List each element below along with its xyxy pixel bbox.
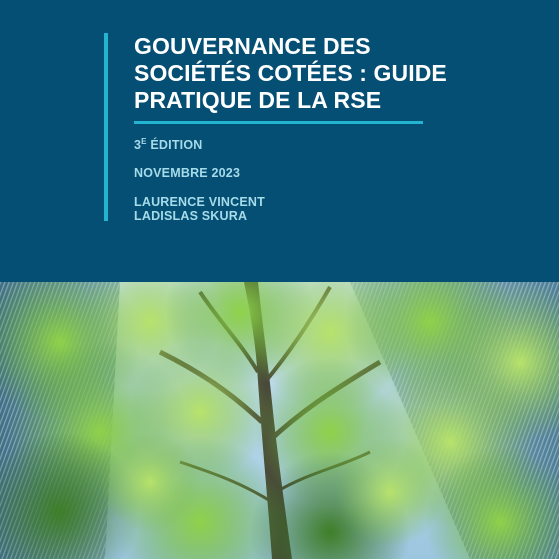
cover-photo xyxy=(0,282,559,559)
title-line: SOCIÉTÉS COTÉES : GUIDE xyxy=(134,60,447,86)
edition-suffix: E xyxy=(141,137,147,146)
author-name: LADISLAS SKURA xyxy=(134,209,248,223)
publication-date: NOVEMBRE 2023 xyxy=(134,166,241,180)
document-title xyxy=(134,33,534,114)
author-name: LAURENCE VINCENT xyxy=(134,195,265,209)
title-underline xyxy=(134,121,423,124)
edition-text: ÉDITION xyxy=(150,138,203,152)
title-line: PRATIQUE DE LA RSE xyxy=(134,87,382,113)
authors xyxy=(134,195,265,223)
edition-label xyxy=(134,138,203,152)
title-line: GOUVERNANCE DES xyxy=(134,33,371,59)
vertical-accent-bar xyxy=(104,33,108,221)
edition-number: 3 xyxy=(134,138,142,152)
